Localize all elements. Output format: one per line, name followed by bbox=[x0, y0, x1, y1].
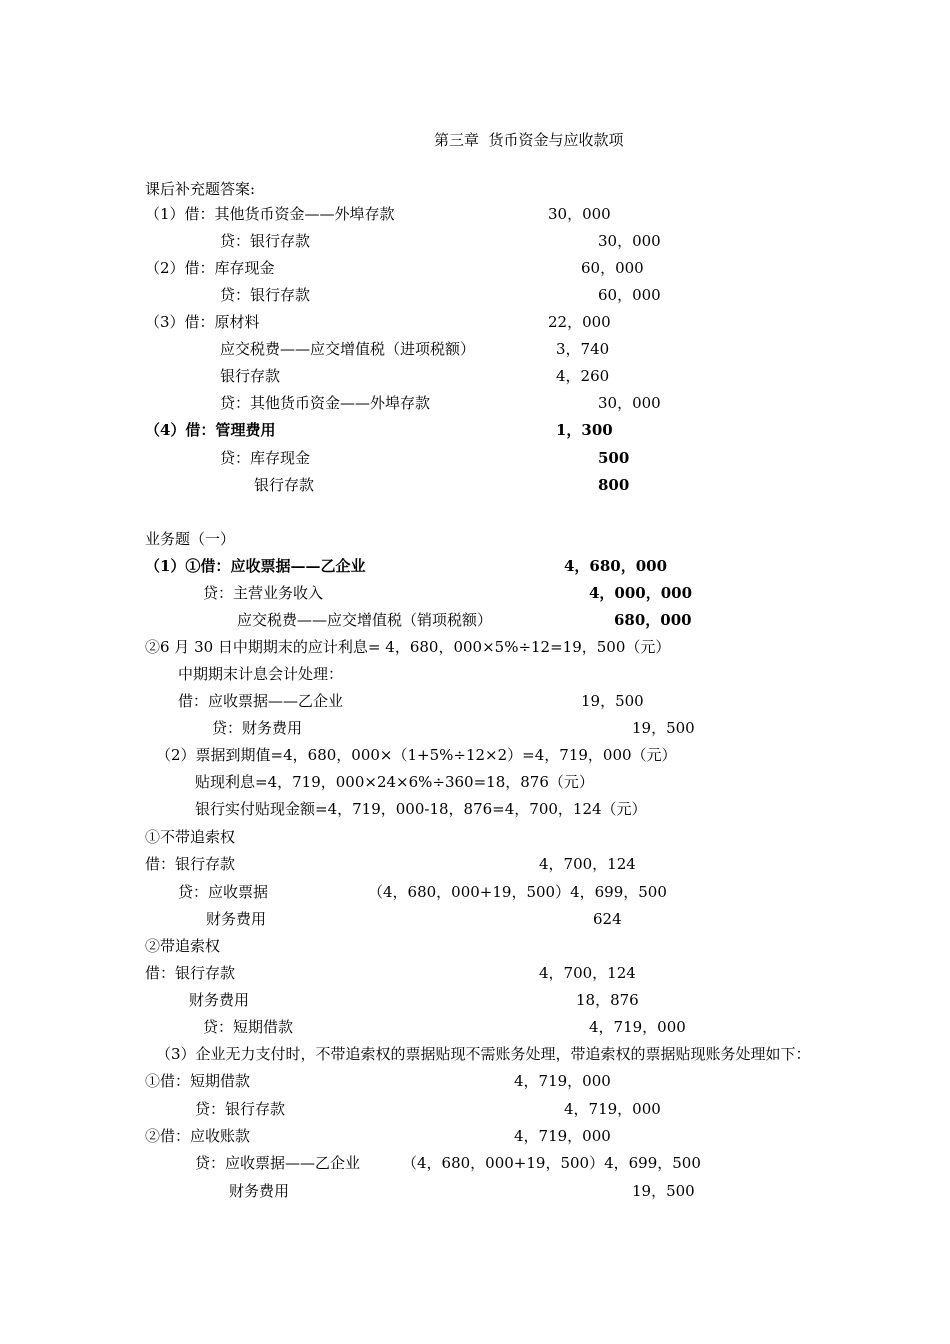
entry-text: 财务费用 bbox=[206, 910, 267, 928]
entry-amount: 500 bbox=[598, 449, 630, 467]
entry-amount: 4，680，000 bbox=[564, 557, 668, 575]
calculation-text: （2）票据到期值=4，680，000×（1+5%÷12×2）=4，719，000（元） bbox=[156, 746, 677, 764]
calculation-text: 银行实付贴现金额=4，719，000-18，876=4，700，124（元） bbox=[195, 800, 647, 818]
entry-amount: 680，000 bbox=[614, 611, 692, 629]
entry-text: ②借：应收账款 bbox=[145, 1127, 251, 1145]
entry-text: 贷：应收票据——乙企业 bbox=[195, 1154, 361, 1172]
calculation-text: ②6 月 30 日中期期末的应计利息= 4，680，000×5%÷12=19，500（元） bbox=[145, 638, 671, 656]
entry-text: 应交税费——应交增值税（销项税额） bbox=[237, 611, 493, 629]
entry-text: 贷：银行存款 bbox=[195, 1100, 286, 1118]
entry-text: 贷：财务费用 bbox=[212, 719, 303, 737]
entry-text: 中期期末计息会计处理： bbox=[178, 665, 344, 683]
entry-text: （1）①借：应收票据——乙企业 bbox=[145, 557, 366, 575]
entry-amount: （4，680，000+19，500）4，699，500 bbox=[368, 883, 667, 901]
entry-text: （4）借：管理费用 bbox=[145, 421, 276, 439]
entry-text: （2）借：库存现金 bbox=[145, 259, 275, 277]
entry-text: （1）借：其他货币资金——外埠存款 bbox=[145, 205, 395, 223]
entry-amount: 19，500 bbox=[632, 1182, 695, 1200]
entry-amount: 19，500 bbox=[632, 719, 695, 737]
entry-amount: 60，000 bbox=[598, 286, 661, 304]
entry-text: 财务费用 bbox=[189, 991, 250, 1009]
entry-amount: 22，000 bbox=[548, 313, 611, 331]
entry-text: 借：银行存款 bbox=[145, 964, 236, 982]
entry-amount: 19，500 bbox=[581, 692, 644, 710]
entry-amount: 624 bbox=[593, 910, 622, 928]
entry-amount: 4，719，000 bbox=[514, 1127, 611, 1145]
entry-amount: （4，680，000+19，500）4，699，500 bbox=[402, 1154, 701, 1172]
page-title: 第三章 货币资金与应收款项 bbox=[434, 131, 624, 149]
entry-amount: 3，740 bbox=[556, 340, 610, 358]
entry-text: （3）借：原材料 bbox=[145, 313, 260, 331]
entry-text: 借：应收票据——乙企业 bbox=[178, 692, 344, 710]
entry-amount: 4，719，000 bbox=[589, 1018, 686, 1036]
entry-amount: 60，000 bbox=[581, 259, 644, 277]
entry-text: 银行存款 bbox=[220, 367, 281, 385]
entry-text: 贷：库存现金 bbox=[220, 449, 311, 467]
entry-amount: 4，719，000 bbox=[564, 1100, 661, 1118]
entry-text: 借：银行存款 bbox=[145, 855, 236, 873]
entry-text: 财务费用 bbox=[229, 1182, 290, 1200]
supplementary-heading: 课后补充题答案: bbox=[145, 180, 256, 198]
entry-amount: 30，000 bbox=[598, 232, 661, 250]
entry-amount: 18，876 bbox=[576, 991, 639, 1009]
entry-amount: 4，700，124 bbox=[539, 855, 636, 873]
entry-text: 贷：应收票据 bbox=[178, 883, 269, 901]
business-heading: 业务题（一） bbox=[145, 530, 236, 548]
entry-amount: 1，300 bbox=[556, 421, 613, 439]
entry-amount: 4，700，124 bbox=[539, 964, 636, 982]
subheading: ②带追索权 bbox=[145, 937, 221, 955]
subheading: ①不带追索权 bbox=[145, 828, 236, 846]
entry-text: 贷：银行存款 bbox=[220, 232, 311, 250]
entry-amount: 4，260 bbox=[556, 367, 610, 385]
entry-amount: 800 bbox=[598, 476, 630, 494]
entry-amount: 30，000 bbox=[548, 205, 611, 223]
entry-text: 应交税费——应交增值税（进项税额） bbox=[220, 340, 476, 358]
entry-text: ①借：短期借款 bbox=[145, 1072, 251, 1090]
entry-amount: 4，719，000 bbox=[514, 1072, 611, 1090]
calculation-text: （3）企业无力支付时，不带追索权的票据贴现不需账务处理，带追索权的票据贴现账务处理如下： bbox=[156, 1045, 811, 1063]
entry-amount: 30，000 bbox=[598, 394, 661, 412]
entry-amount: 4，000，000 bbox=[589, 584, 693, 602]
entry-text: 贷：主营业务收入 bbox=[203, 584, 324, 602]
entry-text: 贷：银行存款 bbox=[220, 286, 311, 304]
entry-text: 银行存款 bbox=[254, 476, 315, 494]
entry-text: 贷：其他货币资金——外埠存款 bbox=[220, 394, 431, 412]
calculation-text: 贴现利息=4，719，000×24×6%÷360=18，876（元） bbox=[195, 773, 594, 791]
entry-text: 贷：短期借款 bbox=[203, 1018, 294, 1036]
